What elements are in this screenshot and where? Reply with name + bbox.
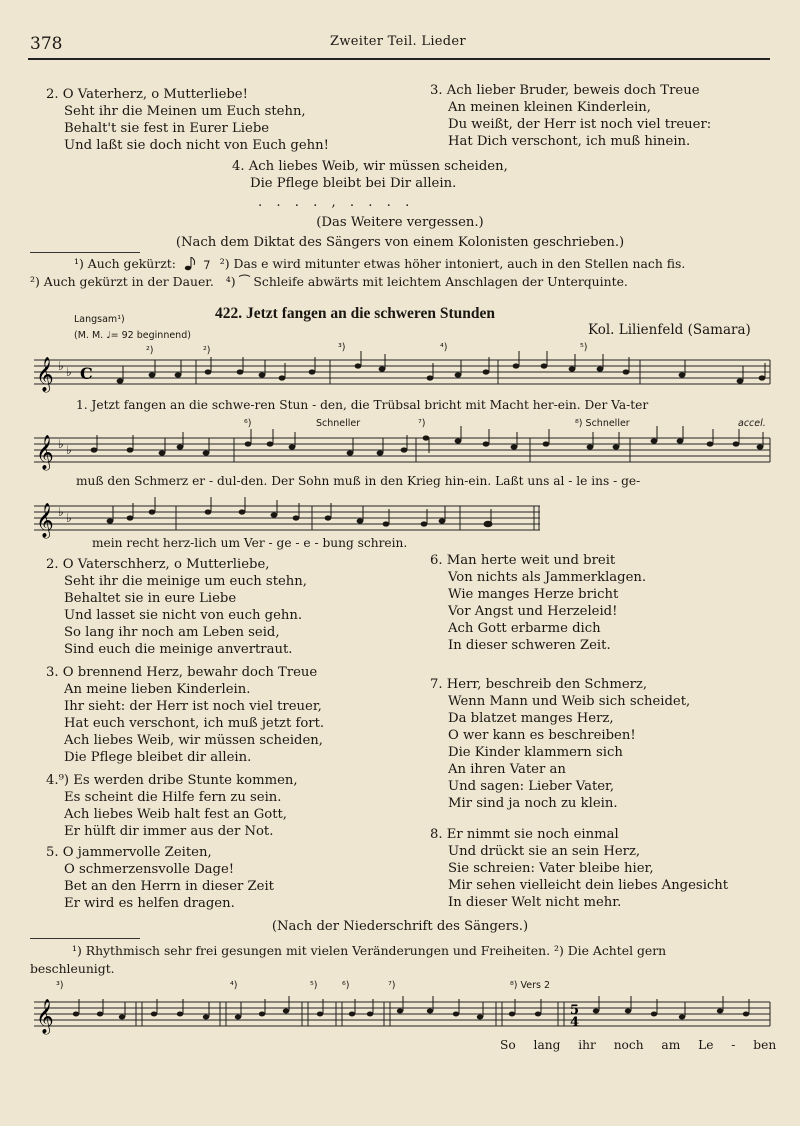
- line: Ach Gott erbarme dich: [448, 621, 601, 636]
- flat-icon: ♭: [58, 359, 64, 373]
- verse-8: [430, 826, 728, 911]
- line: 6. Man herte weit und breit: [430, 553, 616, 568]
- line: 3. Ach lieber Bruder, beweis doch Treue: [430, 83, 700, 98]
- rhythm-figure-icon: [180, 257, 216, 273]
- line: Mir sind ja noch zu klein.: [448, 796, 618, 811]
- line: Es scheint die Hilfe fern zu sein.: [64, 790, 282, 805]
- line: An meine lieben Kinderlein.: [64, 682, 251, 697]
- variant-staff: [30, 990, 775, 1036]
- line: An meinen kleinen Kinderlein,: [448, 100, 651, 115]
- source-note-2: (Nach der Niederschrift des Sängers.): [271, 919, 529, 934]
- line: Die Kinder klammern sich: [448, 745, 623, 760]
- line: O schmerzensvolle Dage!: [64, 862, 235, 877]
- variant-label: ⁶): [342, 980, 350, 991]
- line: Und lasset sie nicht von euch gehn.: [64, 608, 303, 623]
- staff-lines: [34, 506, 540, 530]
- lyrics-line-1: 1. Jetzt fangen an die schwe-ren Stun - den, die Trübsal bricht mit Macht her-ein. Der Va-ter: [76, 398, 649, 412]
- variant-label: ⁴): [230, 980, 238, 991]
- footnote-marker: ²): [146, 345, 154, 356]
- source-note: (Nach dem Diktat des Sängers von einem Kolonisten geschrieben.): [175, 235, 625, 250]
- footnote-marker: ⁷): [418, 418, 426, 429]
- footnote-text: ²) Das e wird mitunter etwas höher intoniert, auch in den Stellen nach fis.: [219, 256, 686, 271]
- page-number: 378: [30, 34, 63, 54]
- footnote-marker: ⁴): [440, 342, 448, 353]
- line: 7. Herr, beschreib den Schmerz,: [430, 677, 648, 692]
- line: Hat euch verschont, ich muß jetzt fort.: [64, 716, 325, 731]
- prev-verse-2: [46, 86, 329, 154]
- song-title: 422. Jetzt fangen an die schweren Stunden: [215, 305, 496, 322]
- verse-3: [46, 664, 324, 766]
- flat-icon: ♭: [66, 511, 72, 525]
- variant-label: ⁵): [310, 980, 318, 991]
- line: Ach liebes Weib, wir müssen scheiden,: [64, 733, 323, 748]
- line: Sind euch die meinige anvertraut.: [64, 642, 293, 657]
- time-signature-icon: 5: [570, 1003, 580, 1018]
- variant-label: ⁷): [388, 980, 396, 991]
- line: Ihr sieht: der Herr ist noch viel treuer,: [64, 699, 322, 714]
- time-signature-icon: 4: [570, 1015, 580, 1030]
- lyrics-line-3: mein recht herz-lich um Ver - ge - e - bung schrein.: [92, 536, 408, 550]
- line: Vor Angst und Herzeleid!: [448, 604, 618, 619]
- treble-clef-icon: 𝄞: [36, 503, 54, 538]
- line: 2. O Vaterherz, o Mutterliebe!: [46, 87, 248, 102]
- footnote-marker: ²): [203, 345, 211, 356]
- song-origin: Kol. Lilienfeld (Samara): [588, 322, 751, 338]
- verse-2: [46, 556, 307, 658]
- line: Da blatzet manges Herz,: [448, 711, 614, 726]
- line: Seht ihr die meinige um euch stehn,: [64, 574, 307, 589]
- variant-lyrics: So lang ihr noch am Le - ben: [500, 1038, 777, 1052]
- header-rule: [28, 58, 770, 60]
- line: Ach liebes Weib halt fest an Gott,: [64, 807, 287, 822]
- footnote-marker: ⁵): [580, 342, 588, 353]
- footnote-marker: ⁶): [244, 418, 252, 429]
- line: Und sagen: Lieber Vater,: [448, 779, 615, 794]
- treble-clef-icon: 𝄞: [36, 357, 54, 392]
- footnote-rule: [30, 938, 140, 939]
- line: Von nichts als Jammerklagen.: [448, 570, 647, 585]
- ellipsis-dots: . . . . , . . . .: [258, 195, 415, 210]
- line: O wer kann es beschreiben!: [448, 728, 636, 743]
- music-staff-1: [30, 346, 775, 398]
- note-group: [91, 426, 764, 456]
- staff-lines: [34, 1002, 770, 1026]
- tempo-change: Schneller: [316, 418, 361, 429]
- line: Mir sehen vielleicht dein liebes Angesicht: [448, 878, 729, 893]
- note-group: [117, 351, 766, 384]
- line: Die Pflege bleibt bei Dir allein.: [250, 176, 457, 191]
- flat-icon: ♭: [58, 505, 64, 519]
- staff-lines: [34, 360, 770, 384]
- line: 4.⁹) Es werden dribe Stunte kommen,: [46, 773, 298, 788]
- line: 4. Ach liebes Weib, wir müssen scheiden,: [232, 159, 508, 174]
- line: 5. O jammervolle Zeiten,: [46, 845, 212, 860]
- lyrics-line-2: muß den Schmerz er - dul-den. Der Sohn muß in den Krieg hin-ein. Laßt uns al - le ins - ge-: [76, 474, 641, 488]
- line: 3. O brennend Herz, bewahr doch Treue: [46, 665, 318, 680]
- line: An ihren Vater an: [448, 762, 566, 777]
- flat-icon: ♭: [66, 443, 72, 457]
- line: Er hülft dir immer aus der Not.: [64, 824, 274, 839]
- line: Hat Dich verschont, ich muß hinein.: [448, 134, 691, 149]
- footnote-song-1: ¹) Rhythmisch sehr frei gesungen mit vielen Veränderungen und Freiheiten. ²) Die Achtel gern: [72, 943, 667, 958]
- music-staff-2: [30, 426, 775, 474]
- common-time-icon: C: [80, 364, 93, 383]
- flat-icon: ♭: [66, 365, 72, 379]
- line: 2. O Vaterschherz, o Mutterliebe,: [46, 557, 270, 572]
- line: Und laßt sie doch nicht von Euch gehn!: [64, 138, 329, 153]
- line: Behaltet sie in eure Liebe: [64, 591, 237, 606]
- note-forgotten: (Das Weitere vergessen.): [316, 215, 484, 230]
- treble-clef-icon: 𝄞: [36, 999, 54, 1034]
- footnote-text: ²) Auch gekürzt in der Dauer.: [30, 274, 214, 289]
- footnote-2: [30, 274, 628, 290]
- accel-marking: accel.: [738, 418, 766, 429]
- verse-5: [46, 844, 274, 912]
- line: Und drückt sie an sein Herz,: [448, 844, 641, 859]
- music-staff-3: [30, 494, 550, 540]
- line: Wie manges Herze bricht: [448, 587, 619, 602]
- line: Sie schreien: Vater bleibe hier,: [448, 861, 654, 876]
- footnote-song-2: beschleunigt.: [30, 961, 115, 976]
- tempo-change-label: Schneller: [585, 418, 630, 429]
- line: In dieser Welt nicht mehr.: [448, 895, 622, 910]
- flat-icon: ♭: [58, 437, 64, 451]
- line: So lang ihr noch am Leben seid,: [64, 625, 280, 640]
- verse-7: [430, 676, 690, 812]
- line: 8. Er nimmt sie noch einmal: [430, 827, 619, 842]
- line: Behalt't sie fest in Eurer Liebe: [64, 121, 270, 136]
- treble-clef-icon: 𝄞: [36, 435, 54, 470]
- line: Seht ihr die Meinen um Euch stehn,: [64, 104, 306, 119]
- running-title: Zweiter Teil. Lieder: [330, 34, 466, 49]
- line: Er wird es helfen dragen.: [64, 896, 235, 911]
- footnote-rule: [30, 252, 140, 253]
- verse-6: [430, 552, 646, 654]
- prev-verse-3: [430, 82, 711, 150]
- prev-verse-4: [232, 158, 508, 192]
- verse-4: [46, 772, 298, 840]
- variant-label: ⁸) Vers 2: [510, 980, 551, 991]
- footnote-marker: ⁸): [575, 418, 583, 429]
- line: Du weißt, der Herr ist noch viel treuer:: [448, 117, 712, 132]
- line: Bet an den Herrn in dieser Zeit: [64, 879, 274, 894]
- footnote-text: ⁴) ⁀ Schleife abwärts mit leichtem Anschlagen der Unterquinte.: [225, 274, 628, 289]
- variant-label: ³): [56, 980, 64, 991]
- footnote-text: ¹) Auch gekürzt:: [74, 256, 176, 271]
- line: Wenn Mann und Weib sich scheidet,: [448, 694, 691, 709]
- line: Die Pflege bleibet dir allein.: [64, 750, 252, 765]
- footnote-1: [74, 256, 685, 273]
- metronome-marking: (M. M. ♩= 92 beginnend): [74, 330, 191, 341]
- footnote-marker: ³): [338, 342, 346, 353]
- line: In dieser schweren Zeit.: [448, 638, 611, 653]
- tempo-marking: Langsam¹): [74, 314, 125, 325]
